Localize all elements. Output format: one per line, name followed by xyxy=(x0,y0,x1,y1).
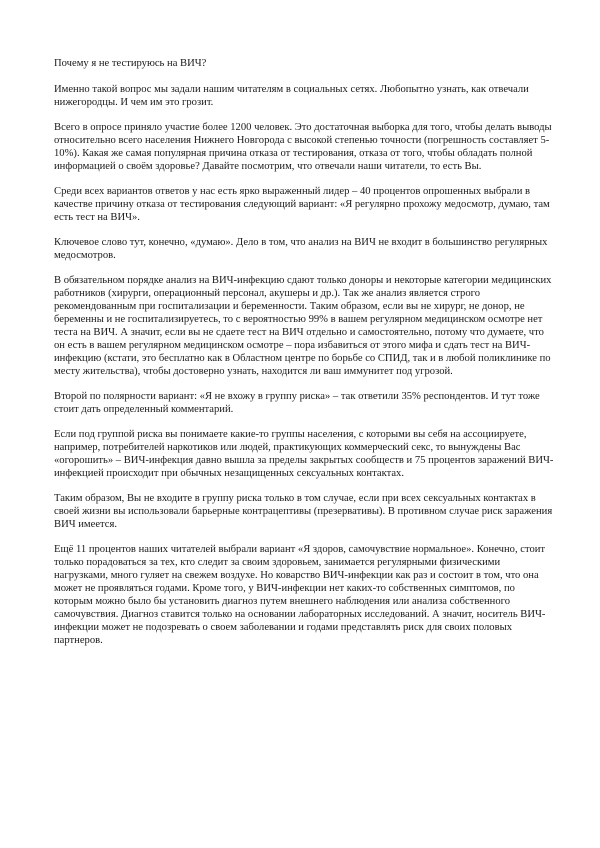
paragraph-mandatory: В обязательном порядке анализ на ВИЧ-инфекцию сдают только доноры и некоторые категории медицинских работников (хирурги, операционный персонал, акушеры и др.). Так же анализ является строго рекомендованным при госпитализации и беременности. Таким образом, если вы не хирург, не донор, не беременны и не госпитализируетесь, то с вероятностью 99% в вашем регулярном медицинском осмотре нет теста на ВИЧ. А значит, если вы не сдаете тест на ВИЧ отдельно и самостоятельно, потому что думаете, что он есть в вашем регулярном медицинском осмотре – пора избавиться от этого мифа и сдать тест на ВИЧ-инфекцию (кстати, это бесплатно как в Областном центре по борьбе со СПИД, так и в любой поликлинике по месту жительства), чтобы достоверно узнать, находится ли ваш иммунитет под угрозой. xyxy=(54,275,552,377)
paragraph-leader: Среди всех вариантов ответов у нас есть ярко выраженный лидер – 40 процентов опрошенных выбрали в качестве причину отказа от тестирования следующий вариант: «Я регулярно прохожу медосмотр, думаю, там есть тест на ВИЧ». xyxy=(54,186,550,223)
paragraph-keyword: Ключевое слово тут, конечно, «думаю». Дело в том, что анализ на ВИЧ не входит в большинство регулярных медосмотров. xyxy=(54,237,548,261)
paragraph-barrier: Таким образом, Вы не входите в группу риска только в том случае, если при всех сексуальных контактах в своей жизни вы использовали барьерные контрацептивы (презервативы). В противном случае риск заражения ВИЧ имеется. xyxy=(54,493,553,530)
article-body xyxy=(54,57,554,659)
paragraph-second-option: Второй по полярности вариант: «Я не вхожу в группу риска» – так ответили 35% респондентов. И тут тоже стоит дать определенный комментарий. xyxy=(54,391,540,415)
paragraph-intro: Именно такой вопрос мы задали нашим читателям в социальных сетях. Любопытно узнать, как отвечали нижегородцы. И чем им это грозит. xyxy=(54,84,529,108)
article-title: Почему я не тестируюсь на ВИЧ? xyxy=(54,58,207,69)
paragraph-healthy: Ещё 11 процентов наших читателей выбрали вариант «Я здоров, самочувствие нормальное». Конечно, стоит только порадоваться за тех, кто следит за своим здоровьем, занимается регулярными физическими нагрузками, много гуляет на свежем воздухе. Но коварство ВИЧ-инфекции как раз и состоит в том, что она может не проявляться годами. Кроме того, у ВИЧ-инфекции нет каких-то собственных симптомов, по которым можно было бы установить диагноз путем внешнего наблюдения или анализа собственного самочувствия. Диагноз ставится только на основании лабораторных исследований. А значит, носитель ВИЧ-инфекции может не подозревать о своем заболевании и годами представлять риск для своих половых партнеров. xyxy=(54,544,546,646)
paragraph-risk-group: Если под группой риска вы понимаете какие-то группы населения, с которыми вы себя на ассоциируете, например, потребителей наркотиков или людей, практикующих коммерческий секс, то вынуждены Вас «огорошить» – ВИЧ-инфекция давно вышла за пределы закрытых сообществ и 75 процентов заражений ВИЧ-инфекцией происходит при обычных незащищенных сексуальных контактах. xyxy=(54,429,554,479)
paragraph-survey: Всего в опросе приняло участие более 1200 человек. Это достаточная выборка для того, чтобы делать выводы относительно всего населения Нижнего Новгорода с высокой степенью точности (погрешность составляет 5-10%). Какая же самая популярная причина отказа от тестирования, отказа от того, чтобы обладать полной информацией о своём здоровье? Давайте посмотрим, что отвечали наши читатели, то есть Вы. xyxy=(54,122,552,172)
